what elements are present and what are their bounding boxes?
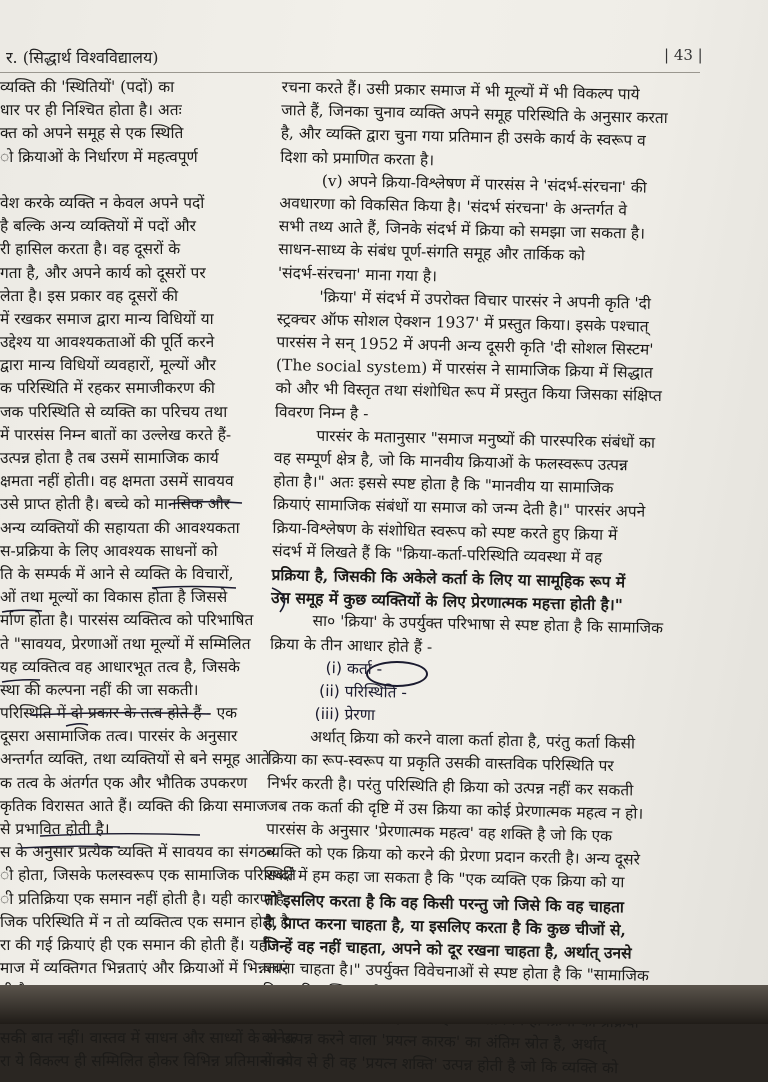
text-line: व्यक्ति की 'स्थितियों' (पदों) का [0, 78, 175, 96]
text-line: यह व्यक्तित्व वह आधारभूत तत्व है, जिसके [0, 657, 240, 676]
text-line: परिस्थिति में दो प्रकार के तत्व होते हैं - एक [0, 704, 238, 723]
text-line: से प्रभावित होती है। [0, 820, 110, 838]
text-line: जब तक कर्ता की दृष्टि में उस क्रिया का कोई प्रेरणात्मक महत्व न हो। [266, 796, 644, 823]
underline-mark [30, 713, 210, 715]
text-line: रा ये विकल्प ही सम्मिलित होकर विभिन्न प्रतिमानों को [0, 1051, 294, 1070]
running-header-title: र. (सिद्धार्थ विश्वविद्यालय) [6, 48, 159, 67]
text-line: दिशा को प्रमाणित करता है। [280, 147, 435, 169]
text-line: र्माण होता है। पारसंस व्यक्तित्व को परिभाषित [0, 611, 254, 630]
list-item-paristhiti: (ii) परिस्थिति - [318, 681, 408, 702]
text-line: अर्थात् क्रिया को करने वाला कर्ता होता है, परंतु कर्ता किसी [309, 727, 636, 753]
circled-word-mark [366, 661, 428, 687]
text-line: सकी बात नहीं। वास्तव में साधन और साध्यों के अनेक [0, 1028, 297, 1047]
text-line: जक परिस्थिति से व्यक्ति का परिचय तथा [0, 402, 228, 421]
text-line-bold: उस समूह में कुछ व्यक्तियों के लिए प्रेरणात्मक महत्ता होती है।" [270, 588, 624, 615]
text-line: है बल्कि अन्य व्यक्तियों में पदों और [0, 217, 196, 236]
text-line: 'क्रिया' में संदर्भ में उपरोक्त विचार पारसंर ने अपनी कृति 'दी [319, 287, 652, 313]
text-line: अवधारणा को विकसित किया है। 'संदर्भ संरचना' के अन्तर्गत वे [279, 193, 628, 220]
underline-mark [170, 502, 242, 504]
text-line: जिक परिस्थिति में न तो व्यक्तित्व एक समान होता है [0, 912, 289, 931]
text-line-bold: है, प्राप्त करना चाहता है, या इसलिए करता है कि कुछ चीजों से, [264, 912, 627, 940]
underline-mark [66, 724, 88, 726]
page-edge-shadow [0, 985, 768, 1024]
text-line: स-प्रक्रिया के लिए आवश्यक साधनों को [0, 541, 218, 560]
text-line: को उत्पन्न करने वाला 'प्रयत्न कारक' का अंतिम स्रोत है, अर्थात् [261, 1028, 606, 1054]
text-line: अन्य व्यक्तियों की सहायता की आवश्यकता [0, 518, 240, 537]
text-line: शब्दों में हम कहा जा सकता है कि "एक व्यक्ति एक क्रिया को या [265, 866, 625, 892]
underline-mark [20, 846, 120, 848]
text-line: ति के सम्पर्क में आने से व्यक्ति के विचारों, [0, 564, 234, 583]
text-line: क्रिया के तीन आधार होते हैं - [269, 634, 433, 656]
text-line: क्रिया का रूप-स्वरूप या प्रकृति उसकी वास्तविक परिस्थिति पर [267, 750, 614, 776]
text-line: में रखकर समाज द्वारा मान्य विधियों या [0, 309, 214, 328]
text-line: (The social system) में पारसंस ने सामाजिक क्रिया में सिद्धात [275, 356, 653, 383]
text-line-bold: तो इसलिए करता है कि वह किसी परन्तु जो जिसे कि वह चाहता [264, 889, 625, 916]
text-line: क्त को अपने समूह से एक स्थिति [0, 124, 184, 143]
text-line: को और भी विस्तृत तथा संशोधित रूप में प्रस्तुत किया जिसका संक्षिप्त [275, 379, 662, 406]
underline-mark [2, 680, 40, 682]
list-item-prerna: (iii) प्रेरणा [314, 704, 376, 725]
underline-mark [2, 610, 42, 612]
text-line: उद्देश्य या आवश्यकताओं की पूर्ति करने [0, 333, 215, 352]
underline-mark [152, 587, 236, 589]
text-line: सा० 'क्रिया' के उपर्युक्त परिभाषा से स्पष्ट होता है कि सामाजिक [312, 612, 664, 638]
list-item-karta: (i) कर्ता - [325, 658, 383, 678]
text-line: सभी तथ्य आते हैं, जिनके संदर्भ में क्रिया को समझा जा सकता है। [278, 217, 646, 243]
text-line: पारसंर के मतानुसार "समाज मनुष्यों की पारस्परिक संबंधों का [316, 426, 656, 452]
text-line: दूसरा असामाजिक तत्व। पारसंर के अनुसार [0, 727, 238, 746]
text-line: लेता है। इस प्रकार वह दूसरों की [0, 286, 179, 305]
text-line: वेश करके व्यक्ति न केवल अपने पदों [0, 193, 205, 212]
page-number: | 43 | [664, 46, 703, 64]
text-line: सावयव से ही वह 'प्रयत्न शक्ति' उत्पन्न होती है जो कि व्यक्ति को [261, 1051, 619, 1078]
text-line: ी होता, जिसके फलस्वरूप एक सामाजिक परिस्थिति [0, 866, 296, 885]
text-line: कृतिक विरासत आते हैं। व्यक्ति की क्रिया समाज [0, 796, 268, 815]
text-line: संदर्भ में लिखते हैं कि "क्रिया-कर्ता-परिस्थिति व्यवस्था में वह [271, 541, 603, 567]
text-line: क्रियाएं सामाजिक संबंधों या समाज को जन्म देती है।" पारसंर अपने [272, 495, 646, 522]
text-line: द्वारा मान्य विधियों व्यवहारों, मूल्यों और [0, 356, 216, 375]
text-line: री हासिल करता है। वह दूसरों के [0, 240, 181, 259]
text-line: 'संदर्भ-संरचना' माना गया है। [277, 263, 438, 285]
text-line: विवरण निम्न है - [274, 402, 369, 423]
text-line: क्षमता नहीं होती। वह क्षमता उसमें सावयव [0, 472, 234, 491]
text-line-bold: जिन्हें वह नहीं चाहता, अपने को दूर रखना चाहता है, अर्थात् उनसे [263, 935, 632, 963]
text-line: बचना चाहता है।" उपर्युक्त विवेचनाओं से स्पष्ट होता है कि "सामाजिक [263, 958, 650, 986]
text-line: धार पर ही निश्चित होता है। अतः [0, 101, 182, 120]
text-line: ो क्रियाओं के निर्धारण में महत्वपूर्ण [0, 147, 198, 166]
text-line: स के अनुसार प्रत्येक व्यक्ति में सावयव का संगठन [0, 843, 276, 862]
text-line: उसे प्राप्त होती है। बच्चे को मानसिक और [0, 495, 231, 514]
text-line: पारसंस ने सन् 1952 में अपनी अन्य दूसरी कृति 'दी सोशल सिस्टम' [276, 333, 654, 359]
text-line: होता है।" अतः इससे स्पष्ट होता है कि "मानवीय या सामाजिक [273, 472, 614, 498]
text-line: स्ट्रक्चर ऑफ सोशल ऐक्शन 1937' में प्रस्तुत किया। इसके पश्चात् [276, 309, 649, 336]
text-line: माज में व्यक्तिगत भिन्नताएं और क्रियाओं में भिन्नताएं [0, 959, 289, 978]
text-line: क्रिया-विश्लेषण के संशोधित स्वरूप को स्पष्ट करते हुए क्रिया में [272, 518, 618, 544]
text-line: अन्तर्गत व्यक्ति, तथा व्यक्तियों से बने समूह आते [0, 750, 270, 769]
text-line: (v) अपने क्रिया-विश्लेषण में पारसंस ने 'संदर्भ-संरचना' की [321, 171, 647, 197]
text-line: साधन-साध्य के संबंध पूर्ण-संगति समूह और तार्किक को [278, 240, 585, 265]
underline-mark [40, 834, 200, 836]
text-line: व्यक्ति को एक क्रिया को करने की प्रेरणा प्रदान करती है। अन्य दूसरे [265, 843, 641, 869]
text-line: स्था की कल्पना नहीं की जा सकती। [0, 680, 199, 699]
text-line: जाते हैं, जिनका चुनाव व्यक्ति अपने समूह परिस्थिति के अनुसार करता [281, 101, 668, 128]
text-line: क परिस्थिति में रहकर समाजीकरण की [0, 379, 215, 398]
text-line: है, और व्यक्ति द्वारा चुना गया प्रतिमान ही उसके कार्य के स्वरूप व [280, 124, 646, 151]
text-line: उत्पन्न होता है तब उसमें सामाजिक कार्य [0, 449, 219, 467]
bracket-mark [272, 588, 285, 612]
text-line-bold: प्रक्रिया है, जिसकी कि अकेले कर्ता के लिए या सामूहिक रूप में [271, 564, 626, 592]
text-line: ओं तथा मूल्यों का विकास होता है जिससे [0, 588, 228, 607]
text-line: क तत्व के अंतर्गत एक और भौतिक उपकरण [0, 773, 248, 792]
text-line: पारसंस के अनुसार 'प्रेरणात्मक महत्व' वह शक्ति है जो कि एक [266, 819, 613, 846]
text-line: रा की गई क्रियाएं ही एक समान की होती हैं। यही [0, 935, 271, 954]
text-line: ी प्रतिक्रिया एक समान नहीं होती है। यही कारण है [0, 889, 284, 908]
text-line: गता है, और अपने कार्य को दूसरों पर [0, 263, 206, 282]
text-line: में पारसंस निम्न बातों का उल्लेख करते हैं- [0, 425, 232, 444]
text-line: वह सम्पूर्ण क्षेत्र है, जो कि मानवीय क्रियाओं के फलस्वरूप उत्पन्न [273, 448, 628, 475]
text-line: निर्भर करती है। परंतु परिस्थिति ही क्रिया को उत्पन्न नहीं कर सकती [267, 773, 634, 800]
text-line: रचना करते हैं। उसी प्रकार समाज में भी मूल्यों में भी विकल्प पाये [281, 77, 640, 104]
text-line: ते "सावयव, प्रेरणाओं तथा मूल्यों में सम्मिलित [0, 634, 251, 653]
